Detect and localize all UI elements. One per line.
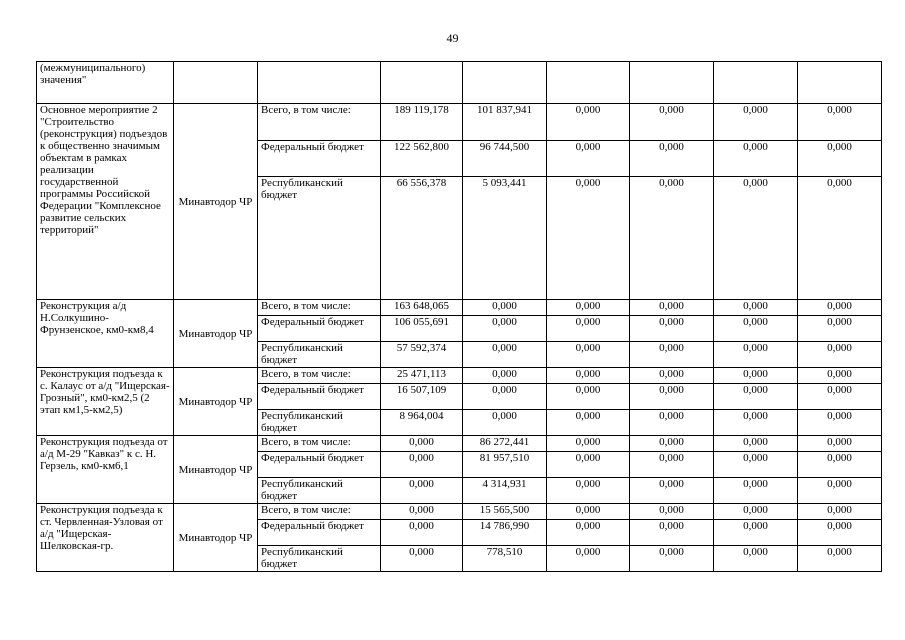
value-cell: 0,000 <box>798 141 882 177</box>
activity-name: (межмуниципального) значения" <box>37 62 174 104</box>
value-cell: 0,000 <box>798 478 882 504</box>
funding-source: Республиканский бюджет <box>258 546 381 572</box>
value-cell: 0,000 <box>547 141 630 177</box>
value-cell: 0,000 <box>547 177 630 300</box>
value-cell: 0,000 <box>798 177 882 300</box>
value-cell: 0,000 <box>798 384 882 410</box>
value-cell: 0,000 <box>630 452 714 478</box>
funding-source: Всего, в том числе: <box>258 436 381 452</box>
value-cell: 0,000 <box>630 141 714 177</box>
value-cell: 0,000 <box>798 520 882 546</box>
table-row <box>37 368 882 384</box>
executor: Минавтодор ЧР <box>174 368 258 436</box>
value-cell: 0,000 <box>547 368 630 384</box>
executor: Минавтодор ЧР <box>174 436 258 504</box>
value-cell: 0,000 <box>547 300 630 316</box>
executor: Минавтодор ЧР <box>174 300 258 368</box>
value-cell: 0,000 <box>714 300 798 316</box>
value-cell: 0,000 <box>798 546 882 572</box>
value-cell: 0,000 <box>798 504 882 520</box>
value-cell: 0,000 <box>798 300 882 316</box>
value-cell: 0,000 <box>381 478 463 504</box>
value-cell: 0,000 <box>547 478 630 504</box>
value-cell: 0,000 <box>547 546 630 572</box>
funding-source <box>258 62 381 104</box>
funding-source: Республиканский бюджет <box>258 478 381 504</box>
value-cell <box>630 62 714 104</box>
value-cell: 0,000 <box>463 300 547 316</box>
value-cell: 0,000 <box>798 436 882 452</box>
value-cell: 0,000 <box>547 436 630 452</box>
funding-source: Федеральный бюджет <box>258 141 381 177</box>
value-cell: 122 562,800 <box>381 141 463 177</box>
value-cell: 0,000 <box>630 504 714 520</box>
value-cell: 0,000 <box>630 342 714 368</box>
value-cell: 96 744,500 <box>463 141 547 177</box>
funding-source: Всего, в том числе: <box>258 368 381 384</box>
value-cell: 8 964,004 <box>381 410 463 436</box>
activity-name: Реконструкция подъезда от а/д М-29 "Кавказ" к с. Н. Герзель, км0-км6,1 <box>37 436 174 504</box>
funding-source: Республиканский бюджет <box>258 177 381 300</box>
funding-source: Федеральный бюджет <box>258 316 381 342</box>
value-cell: 0,000 <box>381 520 463 546</box>
value-cell: 0,000 <box>798 316 882 342</box>
executor: Минавтодор ЧР <box>174 104 258 300</box>
activity-name: Реконструкция а/д Н.Солкушино-Фрунзенское, км0-км8,4 <box>37 300 174 368</box>
value-cell: 0,000 <box>714 504 798 520</box>
value-cell: 0,000 <box>714 177 798 300</box>
value-cell <box>798 62 882 104</box>
funding-source: Всего, в том числе: <box>258 300 381 316</box>
table-row <box>37 300 882 316</box>
value-cell: 0,000 <box>547 452 630 478</box>
activity-name: Реконструкция подъезда к ст. Червленная-Узловая от а/д "Ищерская-Шелковская-гр. <box>37 504 174 572</box>
value-cell: 0,000 <box>714 478 798 504</box>
funding-source: Республиканский бюджет <box>258 410 381 436</box>
value-cell: 0,000 <box>630 410 714 436</box>
funding-source: Всего, в том числе: <box>258 104 381 141</box>
table-row <box>37 62 882 104</box>
value-cell: 0,000 <box>714 452 798 478</box>
value-cell: 101 837,941 <box>463 104 547 141</box>
value-cell: 0,000 <box>547 504 630 520</box>
value-cell <box>463 62 547 104</box>
value-cell: 0,000 <box>381 546 463 572</box>
value-cell <box>381 62 463 104</box>
value-cell: 0,000 <box>798 104 882 141</box>
value-cell: 0,000 <box>630 104 714 141</box>
funding-source: Федеральный бюджет <box>258 384 381 410</box>
value-cell: 0,000 <box>381 452 463 478</box>
value-cell: 0,000 <box>547 342 630 368</box>
value-cell: 0,000 <box>714 342 798 368</box>
value-cell: 0,000 <box>463 384 547 410</box>
table-row <box>37 436 882 452</box>
value-cell: 0,000 <box>547 520 630 546</box>
value-cell: 0,000 <box>630 177 714 300</box>
value-cell: 0,000 <box>714 546 798 572</box>
value-cell: 0,000 <box>630 478 714 504</box>
value-cell: 0,000 <box>547 104 630 141</box>
value-cell: 778,510 <box>463 546 547 572</box>
value-cell: 57 592,374 <box>381 342 463 368</box>
activity-name: Основное мероприятие 2 "Строительство (реконструкция) подъездов к общественно значимым объектам в рамках реализации государственной программы Российской Федерации "Комплексное развитие сельских территорий" <box>37 104 174 300</box>
value-cell: 0,000 <box>630 546 714 572</box>
value-cell <box>547 62 630 104</box>
executor: Минавтодор ЧР <box>174 504 258 572</box>
value-cell: 163 648,065 <box>381 300 463 316</box>
value-cell: 0,000 <box>798 452 882 478</box>
value-cell: 15 565,500 <box>463 504 547 520</box>
value-cell: 0,000 <box>630 368 714 384</box>
funding-source: Федеральный бюджет <box>258 520 381 546</box>
executor <box>174 62 258 104</box>
value-cell: 14 786,990 <box>463 520 547 546</box>
value-cell: 0,000 <box>381 504 463 520</box>
value-cell: 0,000 <box>714 436 798 452</box>
value-cell: 0,000 <box>798 368 882 384</box>
activity-name: Реконструкция подъезда к с. Калаус от а/д "Ищерская-Грозный", км0-км2,5 (2 этап км1,5-км2,5) <box>37 368 174 436</box>
value-cell: 0,000 <box>547 316 630 342</box>
value-cell: 0,000 <box>714 316 798 342</box>
value-cell: 0,000 <box>381 436 463 452</box>
value-cell: 81 957,510 <box>463 452 547 478</box>
value-cell: 0,000 <box>714 410 798 436</box>
value-cell: 0,000 <box>630 316 714 342</box>
table-row <box>37 504 882 520</box>
value-cell: 0,000 <box>547 410 630 436</box>
value-cell: 0,000 <box>714 141 798 177</box>
budget-table <box>36 61 882 572</box>
value-cell: 0,000 <box>630 436 714 452</box>
value-cell: 16 507,109 <box>381 384 463 410</box>
value-cell: 5 093,441 <box>463 177 547 300</box>
value-cell: 0,000 <box>630 384 714 410</box>
value-cell: 106 055,691 <box>381 316 463 342</box>
value-cell: 0,000 <box>463 410 547 436</box>
value-cell: 189 119,178 <box>381 104 463 141</box>
value-cell: 0,000 <box>798 342 882 368</box>
value-cell: 0,000 <box>714 104 798 141</box>
value-cell: 0,000 <box>463 316 547 342</box>
funding-source: Всего, в том числе: <box>258 504 381 520</box>
value-cell: 0,000 <box>463 368 547 384</box>
page-number: 49 <box>446 31 459 45</box>
value-cell: 0,000 <box>463 342 547 368</box>
value-cell: 25 471,113 <box>381 368 463 384</box>
funding-source: Федеральный бюджет <box>258 452 381 478</box>
value-cell: 0,000 <box>714 368 798 384</box>
value-cell: 0,000 <box>547 384 630 410</box>
funding-source: Республиканский бюджет <box>258 342 381 368</box>
value-cell: 0,000 <box>714 520 798 546</box>
value-cell: 86 272,441 <box>463 436 547 452</box>
table-row <box>37 104 882 141</box>
value-cell: 0,000 <box>630 520 714 546</box>
value-cell: 0,000 <box>798 410 882 436</box>
value-cell: 4 314,931 <box>463 478 547 504</box>
value-cell: 0,000 <box>714 384 798 410</box>
value-cell: 66 556,378 <box>381 177 463 300</box>
value-cell: 0,000 <box>630 300 714 316</box>
value-cell <box>714 62 798 104</box>
